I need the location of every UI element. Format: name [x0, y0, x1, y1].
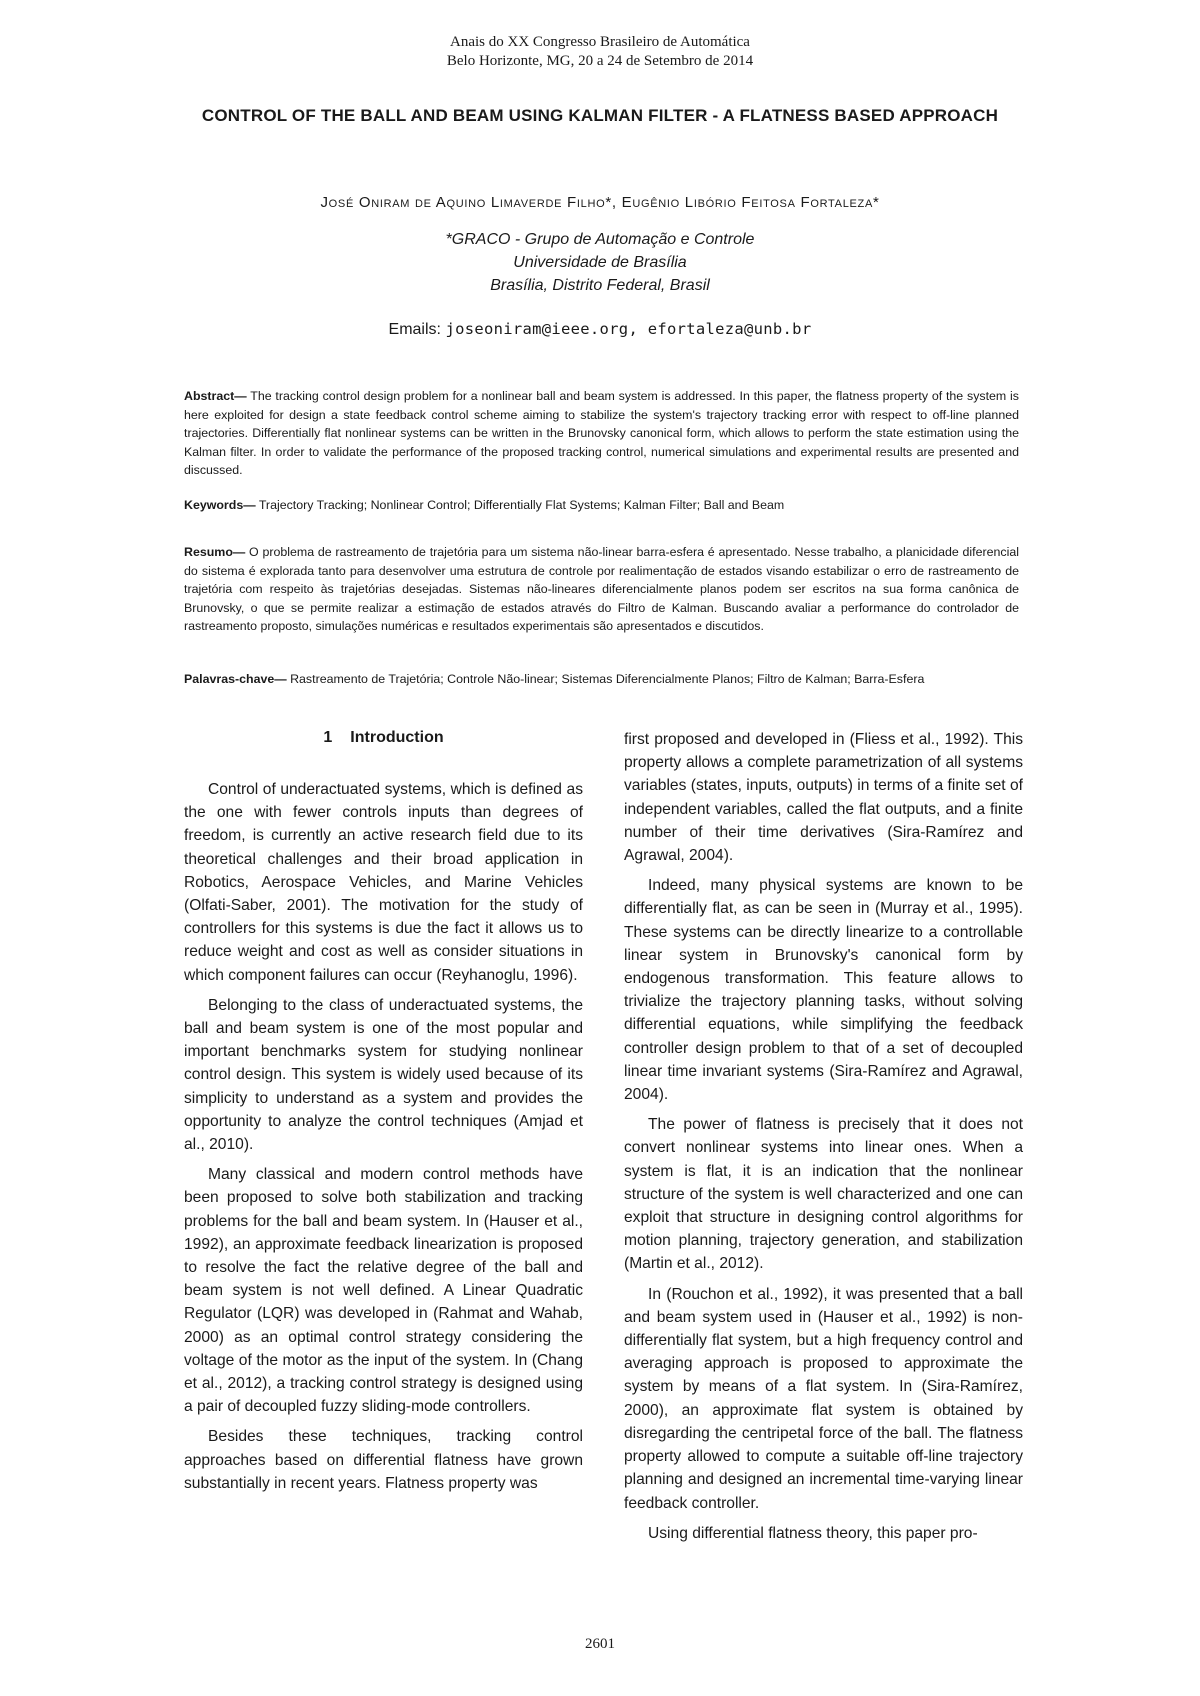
venue-line-2: Belo Horizonte, MG, 20 a 24 de Setembro de 2014: [446, 53, 754, 69]
section-heading: [184, 728, 583, 748]
keywords: [184, 496, 1019, 515]
venue-header: [0, 33, 1200, 71]
paragraph: Many classical and modern control methods have been proposed to solve both stabilization and tracking problems for the ball and beam system. In (Hauser et al., 1992), an approximate feedback linearization is proposed to resolve the fact the relative degree of the ball and beam system is not well defined. A Linear Quadratic Regulator (LQR) was developed in (Rahmat and Wahab, 2000) as an optimal control strategy considering the voltage of the motor as the input of the system. In (Chang et al., 2012), a tracking control strategy is designed using a pair of decoupled fuzzy sliding-mode controllers.: [184, 1166, 583, 1416]
resumo-label: Resumo—: [184, 545, 246, 559]
abstract-text: The tracking control design problem for a nonlinear ball and beam system is addressed. In this paper, the flatness property of the system is here exploited for design a state feedback control scheme aiming to stabilize the system's trajectory tracking error with respect to off-line planned trajectories. Differentially flat nonlinear systems can be written in the Brunovsky canonical form, which allows to perform the state estimation using the Kalman filter. In order to validate the performance of the proposed tracking control, numerical simulations and experimental results are presented and discussed.: [184, 389, 1020, 477]
paragraph: In (Rouchon et al., 1992), it was presented that a ball and beam system used in (Hauser et al., 1992) is non-differentially flat system, but a high frequency control and averaging approach is proposed to approximate the system by means of a flat system. In (Sira-Ramírez, 2000), an approximate flat system is obtained by disregarding the centripetal force of the ball. The flatness property allowed to compute a suitable off-line trajectory planning and designed an incremental time-varying linear feedback controller.: [624, 1285, 1023, 1512]
keywords-label: Keywords—: [184, 498, 256, 512]
affiliation-line-3: Brasília, Distrito Federal, Brasil: [490, 277, 710, 294]
right-column: [624, 728, 1023, 1552]
section-title: Introduction: [350, 729, 444, 746]
paragraph: Belonging to the class of underactuated systems, the ball and beam system is one of the most popular and important benchmarks system for studying nonlinear control design. This system is widely used because of its simplicity to understand as a system and provides the opportunity to analyze the control techniques (Amjad et al., 2010).: [184, 996, 583, 1154]
affiliation-line-1: *GRACO - Grupo de Automação e Controle: [445, 231, 755, 248]
keywords-text: Trajectory Tracking; Nonlinear Control; Differentially Flat Systems; Kalman Filter; Ball and Beam: [258, 498, 785, 512]
abstract-label: Abstract—: [184, 389, 247, 403]
section-number: 1: [323, 729, 333, 746]
paragraph: Control of underactuated systems, which is defined as the one with fewer controls inputs than degrees of freedom, is currently an active research field due to its theoretical challenges and their broad application in Robotics, Aerospace Vehicles, and Marine Vehicles (Olfati-Saber, 2001). The motivation for the study of controllers for this systems is due the fact it allows us to reduce weight and cost as well as consider situations in which component failures can occur (Reyhanoglu, 1996).: [184, 781, 583, 984]
venue-line-1: Anais do XX Congresso Brasileiro de Automática: [450, 34, 750, 50]
paragraph: The power of flatness is precisely that it does not convert nonlinear systems into linear ones. When a system is flat, it is an indication that the nonlinear structure of the system is well characterized and one can exploit that structure in designing control algorithms for motion planning, trajectory generation, and stabilization (Martin et al., 2012).: [624, 1116, 1023, 1273]
author-list: José Oniram de Aquino Limaverde Filho*, Eugênio Libório Feitosa Fortaleza*: [320, 194, 880, 211]
emails: [0, 320, 1200, 339]
affiliation: [0, 228, 1200, 297]
affiliation-line-2: Universidade de Brasília: [513, 254, 687, 271]
paragraph: Besides these techniques, tracking control approaches based on differential flatness have grown substantially in recent years. Flatness property was: [184, 1428, 583, 1492]
palavras-label: Palavras-chave—: [184, 672, 287, 686]
emails-label: Emails:: [388, 321, 441, 338]
resumo: [184, 543, 1019, 636]
email-addresses: joseoniram@ieee.org, efortaleza@unb.br: [445, 320, 812, 338]
page-number: 2601: [585, 1636, 615, 1652]
abstract: [184, 387, 1019, 480]
left-column: [184, 728, 583, 1502]
paragraph: Indeed, many physical systems are known to be differentially flat, as can be seen in (Murray et al., 1995). These systems can be directly linearize to a controllable linear system in Brunovsky's canonical form by endogenous transformation. This feature allows to trivialize the trajectory planning tasks, without solving differential equations, while simplifying the feedback controller design problem to that of a set of decoupled linear time invariant systems (Sira-Ramírez and Agrawal, 2004).: [624, 877, 1023, 1104]
paragraph: Using differential flatness theory, this paper pro-: [648, 1524, 978, 1542]
palavras-text: Rastreamento de Trajetória; Controle Não-linear; Sistemas Diferencialmente Planos; Filtro de Kalman; Barra-Esfera: [290, 672, 925, 686]
palavras-chave: [184, 670, 1019, 689]
paragraph: first proposed and developed in (Fliess et al., 1992). This property allows a complete parametrization of all systems variables (states, inputs, outputs) in terms of a finite set of independent variables, called the flat outputs, and a finite number of their time derivatives (Sira-Ramírez and Agrawal, 2004).: [624, 731, 1023, 865]
paper-title: CONTROL OF THE BALL AND BEAM USING KALMAN FILTER - A FLATNESS BASED APPROACH: [201, 106, 999, 125]
resumo-text: O problema de rastreamento de trajetória para um sistema não-linear barra-esfera é apresentado. Nesse trabalho, a planicidade diferencial do sistema é explorada tanto para desenvolver uma estrutura de controle por realimentação de estados visando estabilizar o erro de rastreamento de trajetória com respeito às trajetórias desejadas. Sistemas não-lineares diferencialmente planos podem ser escritos na sua forma canônica de Brunovsky, o que se permite realizar a estimação de estados através do Filtro de Kalman. Buscando avaliar a performance do controlador de rastreamento proposto, simulações numéricas e resultados experimentais são apresentados e discutidos.: [184, 545, 1019, 633]
